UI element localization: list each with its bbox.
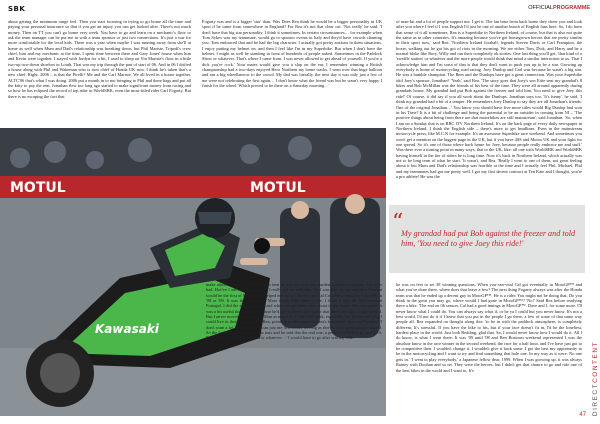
side-tab-prefix: DIRECT	[592, 382, 599, 417]
pull-quote-text: My grandad had put Bob against the freezer and told him, 'You need to give Joey this ride!'	[401, 229, 576, 248]
article-column-4: make athletic. Apart I'm not being a teen or tree, too sow, the hardest training bookmake I've ever had. Hot!ve I am very ever so and I really got on with him. So I was fine, go try and then Laurent would be the first of Max and he helped me out so. Saved your Cal Crutchlow went there as well, in '08 or '09. It was that discovery. More inside him came to me. I think it was the last round at Portugal. I did the superbike ride and when we got home also about in the house. She was gone. It was a bit useful things to do because he'd got brothers and sisters that lived through a tough period. But I never moved to the Isle of Man as much as it was hard work, especially for Tatiana not why I could live in their windup road Rea, pointing to the adjacent team's hospitality space at Navarra. 'I don't want a lot in my life. You can just me in towards, as long as there's some good people around. So the fact that a lot of Max was nuts and he said this the real one, a person for him to go and do it. Probably one like Bob Haslam or whatever…' I would have to go after was my ride.	[206, 282, 382, 341]
side-section-tab	[588, 165, 600, 417]
svg-text:Kawasaki: Kawasaki	[95, 322, 159, 336]
article-column-2: Fogarty was and is a bigger 'star' than. Was Does Rea think he would be a bigger personality in UK sport if he came from somewhere in England? For Rea it's not that clear cut. 'Not really' he said. 'I don't have that big star personality. I think it sometimes. In certain circumstances… for example when Tom Sykes was my teammate, would go to sponsor events in Italy and they'd have crowds chanting you. Tom embraced that and he had the big character. I actually got pretty anxious in them situations. I enjoy putting my helmet on, and then I feel like I'm in my Superbike. But when I don't have the helmet, I might as well be standing in front of hundreds of people naked. Sometimes in the Paddock Show or whatever. That's where I came from. I was never allowed to get ahead of yourself. If you're a dick you're cock.' Your mates would give you a slap on the ear. I remember winning a British championship had a two-days enjoyed Hero Northern my home tracks. I went over that huge balloon and ran a big wheelbarrow to the crowd. My dad was literally, the next day it was only just a few of me were not celebrating the first again… I don't know what the friend was but he wasn't very happy I finish for the wheel. Which proved to be there on a Saturday morning…'	[202, 19, 382, 89]
side-tab-accent: CONTENT	[592, 341, 599, 383]
brand-logo: SBK	[8, 5, 26, 13]
svg-text:MOTUL: MOTUL	[250, 180, 306, 196]
quote-mark-icon: “	[392, 210, 404, 235]
article-column-5: he was on feet to set 38 winning questions. When you-can-vital Cal got eventually in MotoGP™ and what you've done there, where does that leave a few? The next thing Fogarty always was after the Honda team was that he ended up a decent guy in MotoGP™. He is a rider. You might not be doing that. Do you think in the great you may go, where would I had gone in MotoGP™? 'No!' Said Rea before readying there a bike. 'The end on 06 season, Cal had a good innings in MotoGP™. Dave and I, for some more. I'll never know what I could do. You can always say what if, or be ya I could but you never know. It's not a best world, I'd not do it if I knew that you put in the people I go there, a few of some of that same way people all. Rea expanded on thought along this: 'to be in with the paddock atmosphere, is completely different. It's stressful. If you have the bike to his, but if your face doesn't fit in, I'd be the loneliest, hardest place in the world. Just look Redding, glad that. So, I would never know how I would do it. All I do know, is what I went there. It was '09 until '08 and Ben Bostrom weekend represented I was the absolute know in the race winner in the second weekend, the race for a half hour, and I've have just got to be competitive then. I wouldn't change it. I wouldn't give it back some. I got the best my opportunity to be in the motorcycling and I want to try and find something that hole one. In my way as it were: No one gets in.' 'I went to play everybody,' a Japanese fellow dear, 1999. When I was growing up, it was always Rainey with Doohan and so on. They were the heroes, but I didn't get that chance to go and ride one of the best bikes in the world and I want to. It's	[396, 282, 582, 373]
section-label: PROGRAMME	[553, 5, 590, 11]
page-number: 47	[579, 412, 586, 418]
section-prefix: OFFICIAL	[528, 5, 554, 11]
side-tab-label	[592, 341, 599, 416]
article-column-1: about getting the minimum range feel. Then you start focusing in trying to go home all the time and paying your personal insurance so that if you get an injury you can get looked after. There's not much money. Then on TT you can't go home very week. You have to go and learn on a mechanic's floor or ask the team manager can he put me in with a team sponsor or just two connections. It's just a war for more comfortable for the local kids. There was a year when maybe I was running away from she'll at home as well when Mum and Dad's relationship was breaking down, but Phil Mariste, Tripodi's crew chief, him and my mechanic at the time, I spent time between there and Gary Jones' house when him and Kevin were together. I stayed with Jordyn for a bit, I used to sleep on Vin Mariste's floor in a little two-up two-down shoebox in Louth. That was my trip through the part of start of 06. And in 06 I drifted a house along with Phil and Wakeman who is now chief of Honda UK now. I think he's taken that's a new chief. Right, 2006 – is that the Pirelli? Me and the Carl Mariste. We all lived in a house together. ALTC'06 that's what I was doing. 2006 put a month in to not bringing to Phil and there bags and put all the kitty to pay the rent. Jonathan flew too long ago started to make significant money from racing and so how he has eclipsed the record of top rider in WorldSBK, even the most-titled rider Carl Fogarty. But there is no escaping the fact that	[8, 19, 191, 99]
section-header	[528, 5, 590, 11]
svg-text:MOTUL: MOTUL	[10, 180, 66, 196]
article-column-3: of man-kit and a lot of people support me. I get it. The fan base from back home they cheer you and look after you where I feel if I was English I'd just be one of another bunch of English fans here. So, I do have that sense of it all sometimes. Rea is a Superbike in Northern Ireland, of course, but that is also not quite the same as in other countries. It's amazing because you've got homegrown heroes that are pretty similar in their sport now,' said Rea. 'Northern Ireland football, legends Steven Davis or Carl Frampton, the boxer, walking out he got his got of riots in the morning. We are either Tom, Dick, and Harry and be a normal bloke like Rory, Willy and ran their completely ok stories. One last thing you'll get, 'that kind of a 'swaffle station' or whatever and the more people would think that mind a similar interaction to us. That I acknowledge him and I'm sorta of that is that they don't want to push you up to be a star. Growing up everybody is home of motorcycling road racing. Joey Dunlop and Carl was because he wasn't a big star. He was a humble champion. The Rees and the Dunlops have got a great connection. Was your Superbike idol Joey's sponsor, Jonathan? 'Yeah,' said Rea. 'The story goes that Joey's son Ettie sent my grandad's 8 bikes and Bob McMillan was the friends of his best of the time. They were all around apparently during grandads house. My grandad had put Bob against the freezer and told him, You need to give Joey this ride!' Of course, it did say if you all work about the Dunlops. Jonathan says too, 'It's funny', he said. 'I think my grandad had a bit of a temper. He remembers Joey Dunlop to say they are all Jonathan's friends. One of the original Jonathan…' You know you should have five more titles would Big Dunlop had won in his Time? It is a bit of challenge and being the potential to be an outsider in coming from NI – 'The positive things about being from there are that motorbikes are still mainstream', said Jonathan. 'So, when I am on a Sunday that is on BBC ITV Northern Ireland. It's on the back page of every daily newspaper in Northern Ireland. I think the English side – there's more to get headlines. Even in the mainstream motorcycle press, like M.C.N for example. It's an awesome Superbike race weekend. And sometimes you won't get a mention on the biggest page in the UK, but if you have 4SS and Motox UK and your fight for one spread. So it's one of those where back home for Joey, because people really embrace me and stuff.' Was there ever a turning point in many ways, that to the UK, like: all one with WorldSBK and WorldSBK having himself in the tier of riders he is long time. Now it's back in Northern Ireland, which actually was not to be long term of what he start. 'It wasn't, and Rea. 'Really I went to one of them, not great feeling about it but Mum and Dad's relationship was horrible at the time and I actually feel Phil, Michael, Phil and my teammates had got me pretty well. I got my first decent contract at Ten Kate and I thought, you're a pro athlete! He was the	[396, 19, 582, 179]
rider-photo	[0, 128, 386, 416]
pull-quote	[389, 205, 585, 273]
